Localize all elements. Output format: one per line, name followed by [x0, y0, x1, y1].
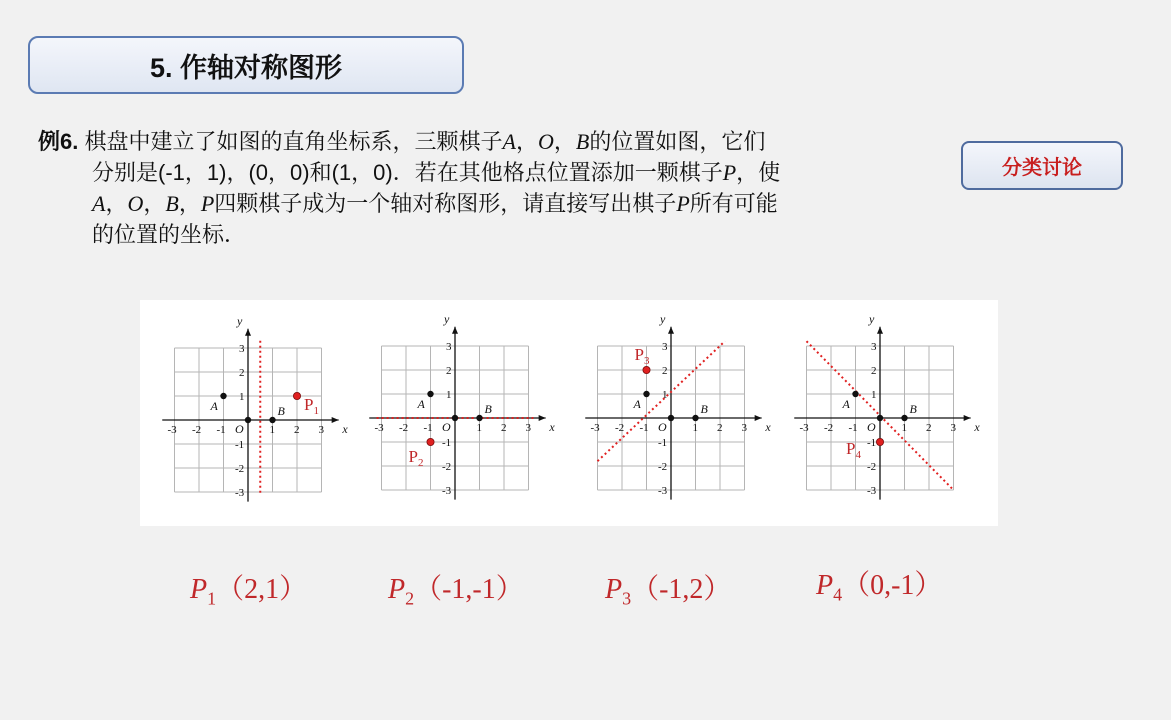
sep-4: ，	[143, 191, 166, 216]
point-p	[293, 392, 300, 399]
y-tick-label: 2	[446, 365, 452, 377]
point-a-label: A	[842, 397, 850, 411]
point-p-label: $P_1$	[304, 395, 319, 417]
answer-4-p: P	[816, 570, 834, 601]
point-b	[692, 415, 698, 421]
y-axis-arrow	[245, 329, 251, 336]
point-a	[852, 391, 858, 397]
x-axis-label: x	[765, 420, 771, 434]
y-tick-label: -3	[867, 485, 877, 497]
y-tick-label: -1	[442, 437, 452, 449]
point-o	[668, 415, 674, 421]
coordinate-figures	[140, 300, 998, 526]
x-tick-label: 1	[901, 422, 907, 434]
y-tick-label: -2	[442, 461, 452, 473]
point-p	[427, 438, 434, 445]
answer-2	[388, 567, 524, 610]
point-a	[643, 391, 649, 397]
point-b-label: B	[277, 404, 285, 418]
var-p-2: P	[200, 191, 215, 216]
answer-2-p: P	[388, 574, 406, 605]
figure-4	[794, 312, 980, 499]
point-p-label: $P_3$	[634, 345, 650, 367]
answer-3	[605, 567, 731, 610]
category-tag-label: 分类讨论	[1002, 157, 1082, 179]
point-a-label: A	[633, 397, 641, 411]
point-p-label: $P_2$	[408, 447, 424, 469]
x-tick-label: 1	[476, 422, 482, 434]
y-axis-label: y	[660, 312, 666, 327]
y-tick-label: 2	[662, 365, 668, 377]
y-tick-label: 1	[662, 389, 668, 401]
point-o	[452, 415, 458, 421]
point-b-label: B	[484, 402, 492, 416]
origin-label: O	[867, 420, 876, 434]
y-tick-label: 3	[446, 341, 452, 353]
x-tick-label: -1	[848, 422, 858, 434]
x-tick-label: 3	[525, 422, 531, 434]
y-tick-label: -3	[235, 487, 245, 499]
y-tick-label: 2	[871, 365, 877, 377]
answer-3-p: P	[605, 574, 623, 605]
x-axis-label: x	[342, 422, 348, 436]
point-b	[269, 417, 275, 423]
x-tick-label: 2	[926, 422, 932, 434]
x-tick-label: -2	[615, 422, 625, 434]
x-tick-label: 2	[717, 422, 723, 434]
var-a: A	[502, 129, 516, 154]
x-axis-arrow	[964, 415, 971, 421]
point-a-label: A	[210, 399, 218, 413]
var-p: P	[722, 160, 737, 185]
point-p-subscript: 1	[313, 405, 319, 417]
var-b-2: B	[165, 191, 179, 216]
y-tick-label: -1	[235, 439, 245, 451]
origin-label: O	[442, 420, 451, 434]
y-tick-label: -2	[235, 463, 245, 475]
section-title-box	[28, 36, 464, 94]
y-tick-label: 1	[239, 391, 245, 403]
y-axis-label: y	[444, 312, 450, 327]
y-tick-label: -2	[658, 461, 668, 473]
x-axis-arrow	[332, 417, 339, 423]
problem-text-4: 的位置的坐标．	[92, 222, 247, 247]
answer-4-coord: （0,-1）	[842, 570, 943, 601]
answer-1-sub: 1	[207, 588, 217, 609]
problem-line-3	[38, 188, 938, 219]
category-tag	[961, 141, 1123, 190]
point-b	[901, 415, 907, 421]
x-tick-label: -3	[167, 424, 177, 436]
point-a	[220, 393, 226, 399]
y-tick-label: 3	[871, 341, 877, 353]
y-tick-label: -3	[442, 485, 452, 497]
sep-1: ，	[515, 129, 538, 154]
point-p	[876, 438, 883, 445]
x-tick-label: -1	[639, 422, 649, 434]
y-tick-label: -2	[867, 461, 877, 473]
x-axis-arrow	[539, 415, 546, 421]
answer-4-sub: 4	[833, 584, 843, 605]
y-axis-label: y	[869, 312, 875, 327]
y-tick-label: 2	[239, 367, 245, 379]
problem-line-2	[38, 157, 938, 188]
answer-2-coord: （-1,-1）	[414, 574, 524, 605]
point-a	[427, 391, 433, 397]
point-p-label: $P_4$	[846, 439, 861, 461]
x-tick-label: -3	[374, 422, 384, 434]
y-tick-label: 3	[662, 341, 668, 353]
sep-2: ，	[553, 129, 576, 154]
origin-label: O	[235, 422, 244, 436]
problem-text-3a: 四颗棋子成为一个轴对称图形，请直接写出棋子	[214, 191, 677, 216]
point-a-label: A	[417, 397, 425, 411]
problem-text-2a: 分别是(-1，1)，(0，0)和(1，0)．若在其他格点位置添加一颗棋子	[92, 160, 723, 185]
answer-4	[816, 563, 942, 606]
point-p	[643, 366, 650, 373]
point-b	[476, 415, 482, 421]
problem-line-4	[38, 219, 938, 250]
answer-2-sub: 2	[405, 588, 415, 609]
x-tick-label: -3	[590, 422, 600, 434]
var-b: B	[575, 129, 590, 154]
x-tick-label: -1	[216, 424, 226, 436]
x-tick-label: 2	[501, 422, 507, 434]
sep-5: ，	[178, 191, 201, 216]
y-axis-label: y	[237, 314, 243, 329]
answer-1	[190, 567, 307, 610]
figures-svg	[140, 300, 998, 526]
y-tick-label: 1	[446, 389, 452, 401]
problem-text-1b: 的位置如图，它们	[589, 129, 766, 154]
point-b-label: B	[909, 402, 917, 416]
y-axis-arrow	[452, 327, 458, 334]
y-tick-label: -3	[658, 485, 668, 497]
point-o	[245, 417, 251, 423]
problem-text	[38, 126, 938, 250]
point-o	[877, 415, 883, 421]
x-tick-label: -3	[799, 422, 809, 434]
sep-3: ，	[105, 191, 128, 216]
x-tick-label: 3	[741, 422, 747, 434]
var-a-2: A	[92, 191, 106, 216]
y-tick-label: -1	[867, 437, 877, 449]
y-tick-label: 1	[871, 389, 877, 401]
y-tick-label: 3	[239, 343, 245, 355]
x-axis-label: x	[974, 420, 980, 434]
figure-2	[369, 312, 555, 499]
problem-line-1	[38, 126, 938, 157]
x-tick-label: 3	[950, 422, 956, 434]
x-tick-label: -2	[824, 422, 834, 434]
x-tick-label: -2	[192, 424, 202, 436]
y-tick-label: -1	[658, 437, 668, 449]
problem-text-1a: 棋盘中建立了如图的直角坐标系，三颗棋子	[84, 129, 503, 154]
x-tick-label: 1	[692, 422, 698, 434]
figure-1	[162, 314, 348, 501]
example-label: 例6.	[38, 129, 79, 154]
x-tick-label: -1	[423, 422, 433, 434]
var-o: O	[537, 129, 554, 154]
point-b-label: B	[700, 402, 708, 416]
y-axis-arrow	[877, 327, 883, 334]
x-axis-arrow	[755, 415, 762, 421]
answer-3-coord: （-1,2）	[631, 574, 732, 605]
figure-3	[585, 312, 771, 499]
problem-text-3b: 所有可能	[689, 191, 778, 216]
answer-1-coord: （2,1）	[216, 574, 308, 605]
problem-text-2b: ，使	[736, 160, 781, 185]
answer-1-p: P	[190, 574, 208, 605]
point-p-subscript: 4	[855, 449, 861, 461]
x-axis-label: x	[549, 420, 555, 434]
section-title: 5. 作轴对称图形	[149, 52, 343, 83]
answers-row	[0, 567, 1171, 607]
var-o-2: O	[127, 191, 144, 216]
x-tick-label: 1	[269, 424, 275, 436]
answer-3-sub: 3	[622, 588, 632, 609]
y-axis-arrow	[668, 327, 674, 334]
point-p-subscript: 3	[643, 355, 650, 367]
point-p-subscript: 2	[417, 457, 424, 469]
origin-label: O	[658, 420, 667, 434]
x-tick-label: 3	[318, 424, 324, 436]
x-tick-label: 2	[294, 424, 300, 436]
var-p-3: P	[676, 191, 690, 216]
x-tick-label: -2	[399, 422, 409, 434]
